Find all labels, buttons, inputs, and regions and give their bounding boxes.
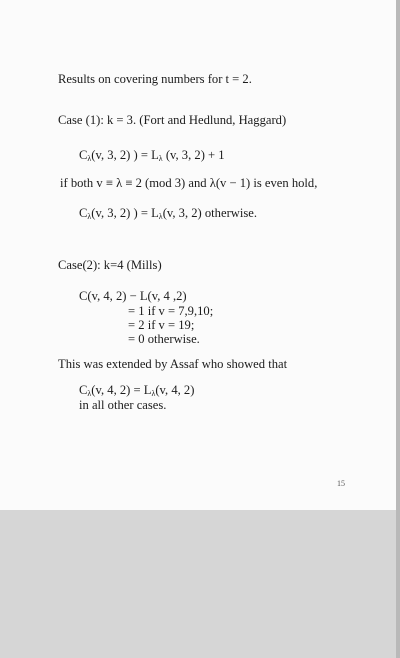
case2-formula: C(v, 4, 2) − L(v, 4 ,2) <box>79 289 187 303</box>
case1-formula-1 <box>79 148 225 163</box>
extension-closing: in all other cases. <box>79 398 167 412</box>
subscript-lambda: λ <box>87 154 92 163</box>
page-title: Results on covering numbers for t = 2. <box>58 72 252 86</box>
symbol-l: L <box>151 206 159 220</box>
case2-result-3: = 0 otherwise. <box>128 332 200 346</box>
formula-text: (v, 4, 2) <box>155 383 195 397</box>
case1-heading: Case (1): k = 3. (Fort and Hedlund, Haggard) <box>58 113 287 127</box>
subscript-lambda: λ <box>87 389 92 398</box>
case2-result-1: = 1 if v = 7,9,10; <box>128 304 214 318</box>
page-number: 15 <box>337 479 345 488</box>
subscript-lambda: λ <box>158 212 163 221</box>
formula-text: (v, 3, 2) ) = <box>91 148 152 162</box>
subscript-lambda: λ <box>158 154 163 163</box>
extension-intro: This was extended by Assaf who showed that <box>58 357 288 371</box>
case1-formula-2 <box>79 206 257 221</box>
extension-formula <box>79 383 194 398</box>
subscript-lambda: λ <box>87 212 92 221</box>
scan-margin <box>0 510 400 658</box>
symbol-l: L <box>143 383 152 397</box>
formula-text: (v, 3, 2) + 1 <box>162 148 225 162</box>
case2-result-2: = 2 if v = 19; <box>128 318 195 332</box>
case1-condition: if both v ≡ λ ≡ 2 (mod 3) and λ(v − 1) is even hold, <box>60 176 318 190</box>
symbol-c: C <box>79 383 88 397</box>
formula-text: (v, 4, 2) = <box>91 383 144 397</box>
symbol-c: C <box>79 148 88 162</box>
scan-edge <box>396 0 400 658</box>
symbol-l: L <box>151 148 159 162</box>
subscript-lambda: λ <box>151 389 156 398</box>
formula-text: (v, 3, 2) otherwise. <box>162 206 257 220</box>
symbol-c: C <box>79 206 88 220</box>
case2-heading: Case(2): k=4 (Mills) <box>58 258 162 272</box>
formula-text: (v, 3, 2) ) = <box>91 206 152 220</box>
